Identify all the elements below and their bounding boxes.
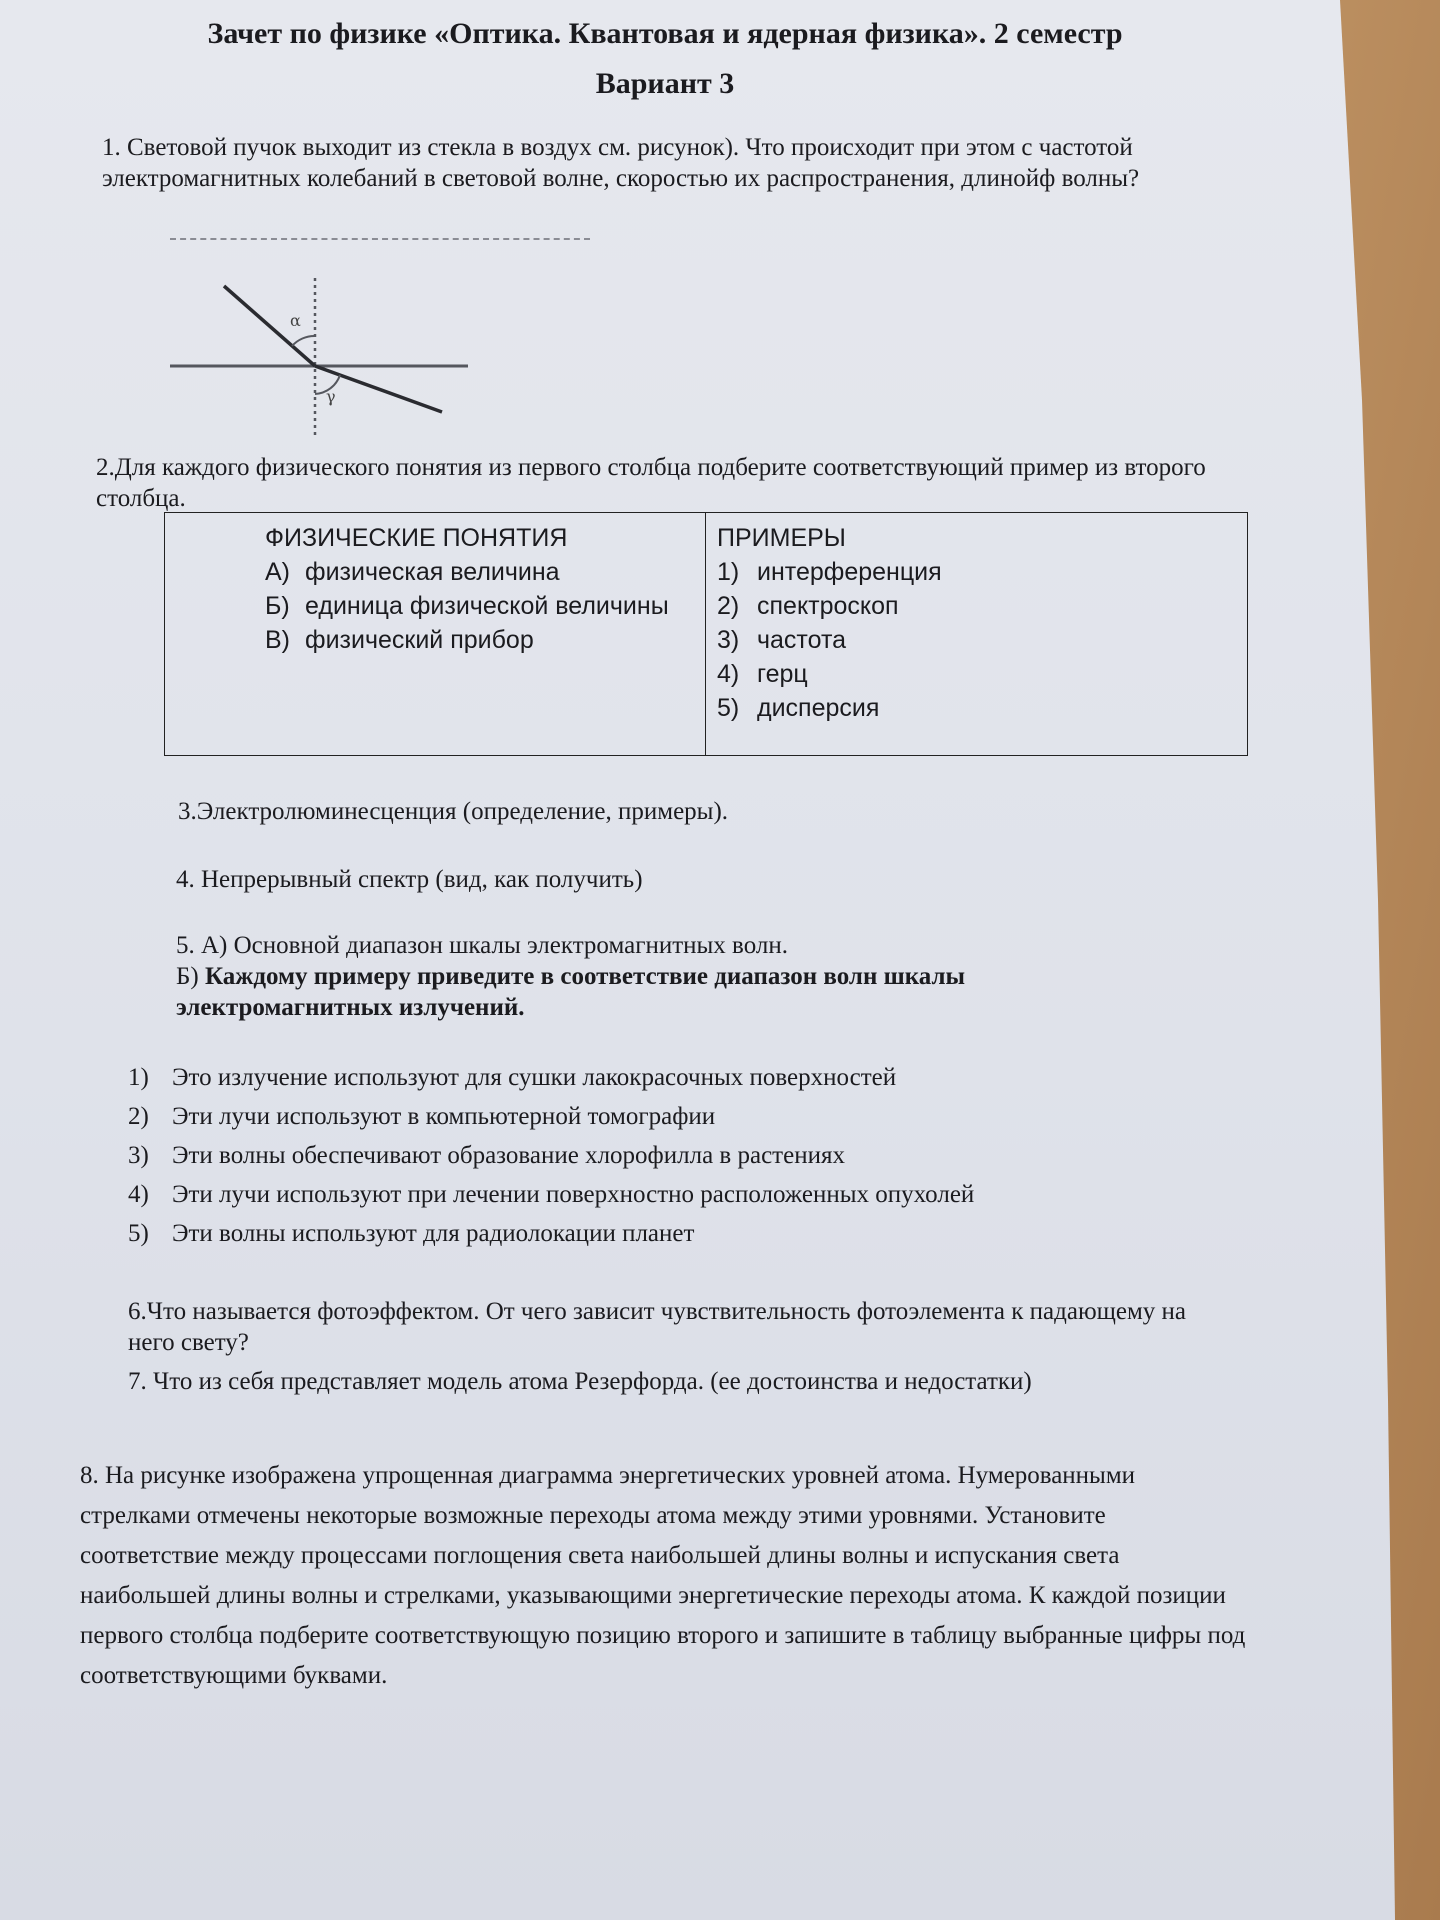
question-8: 8. На рисунке изображена упрощенная диаграмма энергетических уровней атома. Нумерованными стрелками отмечены некоторые возможные переходы атома между этими уровнями. Установите соответствие между процессами поглощения света наибольшей длины волны и испускания света наибольшей длины волны и стрелками, указывающими энергетические переходы атома. К каждой позиции первого столбца подберите соответствующую позицию второго и запишите в таблицу выбранные цифры под соответствующими буквами.	[80, 1462, 1246, 1689]
examples-header: ПРИМЕРЫ	[717, 524, 846, 552]
question-6-7	[128, 1296, 1238, 1397]
concept-item: В) физический прибор	[265, 626, 534, 654]
refraction-diagram	[160, 268, 480, 448]
examples-column	[717, 521, 942, 725]
document-title: Зачет по физике «Оптика. Квантовая и ядерная физика». 2 семестр	[207, 17, 1123, 50]
question-3: 3.Электролюминесценция (определение, примеры).	[178, 798, 729, 825]
example-item: 2) спектроскоп	[717, 592, 899, 620]
question-1	[102, 132, 1232, 194]
example-item: 1) интерференция	[717, 558, 942, 586]
alpha-label: α	[290, 311, 301, 330]
concepts-header: ФИЗИЧЕСКИЕ ПОНЯТИЯ	[265, 524, 568, 552]
incident-ray	[224, 286, 315, 366]
question-5-a: 5. А) Основной диапазон шкалы электромагнитных волн.	[176, 932, 788, 959]
concept-item: Б) единица физической величины	[265, 592, 669, 620]
question-2: 2.Для каждого физического понятия из первого столбца подберите соответствующий пример из второго столбца.	[96, 454, 1206, 512]
question-1-text: Световой пучок выходит из стекла в воздух см. рисунок). Что проиcходит при этом с частотой электромагнитных колебаний в световой волне, скоростью их распространения, длинойф волны?	[102, 134, 1140, 192]
list-item: 5) Эти волны используют для радиолокации планет	[128, 1220, 695, 1247]
gamma-label: γ	[326, 387, 336, 406]
matching-table	[164, 512, 1248, 756]
concept-item: А) физическая величина	[265, 558, 560, 586]
question-6: 6.Что называется фотоэффектом. От чего зависит чувствительность фотоэлемента к падающему на него свету?	[128, 1298, 1187, 1356]
list-item: 2) Эти лучи используют в компьютерной томографии	[128, 1103, 716, 1130]
question-5-examples-list	[128, 1058, 974, 1253]
example-item: 5) дисперсия	[717, 694, 880, 722]
list-item: 1) Это излучение используют для сушки лакокрасочных поверхностей	[128, 1064, 897, 1091]
example-item: 4) герц	[717, 660, 808, 688]
table-divider	[705, 513, 706, 755]
example-item: 3) частота	[717, 626, 847, 654]
question-4: 4. Непрерывный спектр (вид, как получить)	[176, 866, 643, 893]
list-item: 3) Эти волны обеспечивают образование хлорофилла в растениях	[128, 1142, 845, 1169]
question-1-number: 1.	[102, 134, 121, 161]
question-7: 7. Что из себя представляет модель атома Резерфорда. (ее достоинства и недостатки)	[128, 1368, 1032, 1395]
question-5-b: Б) Каждому примеру приведите в соответствие диапазон волн шкалы электромагнитных излучений.	[176, 963, 965, 1021]
question-5	[176, 930, 1176, 1023]
variant-title: Вариант 3	[595, 67, 735, 100]
angle-alpha-arc	[292, 336, 315, 346]
concepts-column	[265, 521, 669, 657]
list-item: 4) Эти лучи используют при лечении поверхностно расположенных опухолей	[128, 1181, 975, 1208]
question-5-b-bold: Каждому примеру приведите в соответствие диапазон волн шкалы электромагнитных излучений.	[176, 963, 965, 1021]
answer-dashed-line	[170, 238, 590, 240]
